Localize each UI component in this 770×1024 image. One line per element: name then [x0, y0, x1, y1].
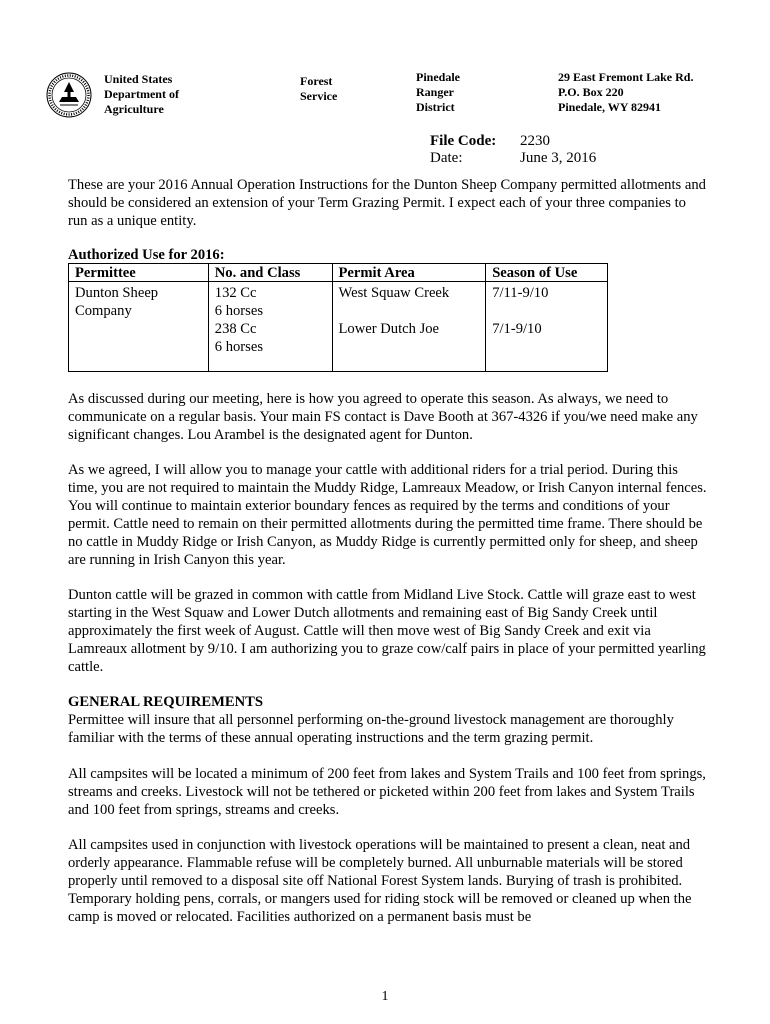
letter-date: June 3, 2016 [520, 150, 597, 166]
service-name: Forest Service [300, 74, 338, 103]
table-header-row [69, 264, 608, 282]
authorized-use-heading: Authorized Use for 2016: [68, 247, 225, 263]
campsites-paragraph: All campsites will be located a minimum of 200 feet from lakes and System Trails and 100 feet from springs, streams and creeks. Livestock will not be tethered or picketed within 200 feet from lakes and System Trails and 100 feet from springs, streams and creeks. [68, 766, 706, 818]
areas-value: West Squaw Creek Lower Dutch Joe [338, 285, 450, 337]
page-number: 1 [381, 989, 389, 1004]
date-label: Date: [430, 150, 463, 166]
seasons-value: 7/11-9/10 7/1-9/10 [492, 285, 549, 337]
table-row [69, 282, 608, 372]
general-requirements-heading: GENERAL REQUIREMENTS [68, 694, 264, 710]
district-name: Pinedale Ranger District [416, 70, 460, 114]
grazing-paragraph: Dunton cattle will be grazed in common with cattle from Midland Live Stock. Cattle will graze east to west starting in the West Squaw and Lower Dutch allotments and remaining east of Big Sandy Creek until approximately the first week of August. Cattle will then move west of Big Sandy Creek and exit via Lamreaux allotment by 9/10. I am authorizing you to graze cow/calf pairs in place of your permitted yearling cattle. [68, 587, 706, 675]
authorized-use-table [68, 263, 608, 372]
office-address: 29 East Fremont Lake Rd. P.O. Box 220 Pinedale, WY 82941 [558, 70, 694, 114]
cell-areas [332, 282, 486, 372]
cell-seasons [486, 282, 608, 372]
personnel-paragraph: Permittee will insure that all personnel performing on-the-ground livestock management are thoroughly familiar with the terms of these annual operating instructions and the term grazing permit. [68, 712, 674, 746]
permittee-value: Dunton Sheep Company [75, 285, 159, 319]
cell-classes [208, 282, 332, 372]
usda-seal-icon [46, 72, 92, 118]
riders-paragraph: As we agreed, I will allow you to manage your cattle with additional riders for a trial period. During this time, you are not required to maintain the Muddy Ridge, Lamreaux Meadow, or Irish Canyon internal fences. You will continue to maintain exterior boundary fences as required by the terms and conditions of your permit. Cattle need to remain on their permitted allotments during the permitted time frame. There should be no cattle in Muddy Ridge or Irish Canyon, as Muddy Ridge is currently permitted only for sheep, and sheep are running in Irish Canyon this year. [68, 462, 707, 568]
file-code-label: File Code: [430, 133, 497, 149]
cell-permittee [69, 282, 209, 372]
file-code: 2230 [520, 133, 550, 149]
meeting-paragraph: As discussed during our meeting, here is how you agreed to operate this season. As always, we need to communicate on a regular basis. Your main FS contact is Dave Booth at 367-4326 if you/we need make any significant changes. Lou Arambel is the designated agent for Dunton. [68, 391, 698, 443]
campsite-maintenance-paragraph: All campsites used in conjunction with livestock operations will be maintained to present a clean, neat and orderly appearance. Flammable refuse will be completely burned. All unburnable materials will be stored properly until removed to a disposal site off National Forest System lands. Burying of trash is prohibited. Temporary holding pens, corrals, or mangers used for riding stock will be removed or cleaned up when the camp is moved or relocated. Facilities authorized on a permanent basis must be [68, 837, 692, 925]
classes-value: 132 Cc 6 horses 238 Cc 6 horses [214, 285, 264, 355]
header-permittee: Permittee [69, 264, 209, 282]
header-no-and-class: No. and Class [208, 264, 332, 282]
header-season-of-use: Season of Use [486, 264, 608, 282]
header-permit-area: Permit Area [332, 264, 486, 282]
agency-name: United States Department of Agriculture [104, 72, 179, 116]
intro-paragraph: These are your 2016 Annual Operation Instructions for the Dunton Sheep Company permitted allotments and should be considered an extension of your Term Grazing Permit. I expect each of your three companies to run as a unique entity. [68, 177, 706, 229]
